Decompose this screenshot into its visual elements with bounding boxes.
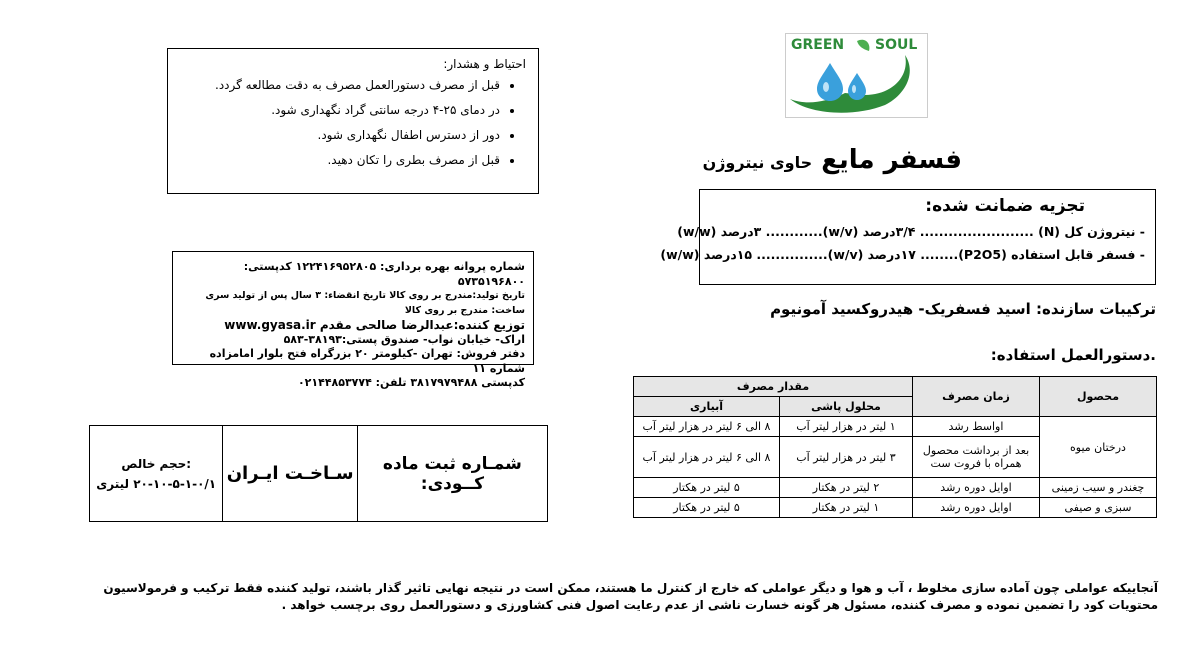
header-time: زمان مصرف (913, 377, 1040, 417)
green-soul-logo (785, 33, 928, 118)
cell-time: بعد از برداشت محصول همراه با فروت ست (913, 437, 1040, 478)
cell-time: اوایل دوره رشد (913, 498, 1040, 518)
made-in-iran-cell: سـاخـت ایـران (223, 426, 357, 521)
water-drops-leaf-logo-icon (785, 33, 928, 118)
cell-product: سبزی و صیفی (1040, 498, 1157, 518)
warning-item: • قبل از مصرف بطری را تکان دهید. (180, 152, 500, 168)
warning-title: احتیاط و هشدار: (443, 57, 526, 71)
license-line: شماره پروانه بهره برداری: ۱۲۲۴۱۶۹۵۲۸۰۵ کدپستی: ۵۷۳۵۱۹۶۸۰۰ (243, 260, 525, 288)
cell-time: اوایل دوره رشد (913, 478, 1040, 498)
product-title (700, 145, 962, 175)
header-spray: محلول پاشی (780, 397, 913, 417)
cell-irrigation: ۵ لیتر در هکتار (634, 498, 780, 518)
warning-item: • دور از دسترس اطفال نگهداری شود. (180, 127, 500, 143)
registration-number-cell: شمـاره ثبت ماده کــودی: (382, 453, 522, 494)
guaranteed-analysis-box (660, 189, 1156, 285)
cell-irrigation: ۸ الی ۶ لیتر در هزار لیتر آب (634, 417, 780, 437)
cell-spray: ۲ لیتر در هکتار (780, 478, 913, 498)
sales-office-line: دفتر فروش: تهران -کیلومتر ۲۰ بزرگراه فتح بلوار امامزاده شماره ۱۱ (209, 347, 525, 375)
analysis-nitrogen-line: - نیتروژن کل (N) ........................ ۳/۴درصد (w/v)............ ۳درصد (w/w) (677, 224, 1145, 239)
cell-product: درختان میوه (1040, 417, 1157, 478)
disclaimer-text: آنجاییکه عواملی چون آماده سازی مخلوط ، آب و هوا و دیگر عواملی که خارج از کنترل ما هستند، ممکن است در نتیجه نهایی تاثیر گذار باشند، تولید کننده فقط ترکیب و فرمولاسیون محتویات کود را تضمین نموده و مصرف کننده، مسئول هر گونه خسارت ناشی از عدم رعایت اصول فنی کشاورزی و دستورالعمل روی برچسب خواهد . (103, 581, 1158, 612)
distributor-line: توزیع کننده:عبدالرضا صالحی مقدم www.gyasa.ir (224, 318, 525, 332)
analysis-phosphorus-line: - فسفر قابل استفاده (P2O5)........ ۱۷درصد (w/v)............... ۱۵درصد (w/w) (660, 247, 1145, 262)
product-subtitle: حاوی نیتروژن (702, 153, 813, 172)
postal-phone-line: کدپستی ۳۸۱۷۹۷۹۴۸۸ تلفن: ۰۲۱۴۴۸۵۳۷۷۴ (297, 376, 525, 389)
warning-box (167, 48, 539, 194)
header-amount: مقدار مصرف (634, 377, 913, 397)
usage-table (633, 376, 1157, 518)
table-row (634, 478, 1157, 498)
address-line: اراک- خیابان نواب- صندوق پستی:۳۸۱۹۳-۵۸۳ (283, 332, 525, 346)
registration-box (89, 425, 548, 522)
production-date-line: تاریخ تولید:مندرج بر روی کالا تاریخ انقضاء: ۳ سال پس از تولید سری ساخت: مندرج بر روی کالا (205, 290, 525, 316)
producer-info-box (172, 251, 534, 389)
net-volume-label: حجم خالص: (121, 456, 192, 471)
net-volume-cell (90, 426, 223, 521)
cell-irrigation: ۵ لیتر در هکتار (634, 478, 780, 498)
warning-list (180, 77, 526, 168)
warning-item: • در دمای ۲۵-۴ درجه سانتی گراد نگهداری شود. (180, 102, 500, 118)
cell-time: اواسط رشد (913, 417, 1040, 437)
header-irrigation: آبیاری (634, 397, 780, 417)
analysis-heading: تجزیه ضمانت شده: (925, 196, 1085, 216)
header-product: محصول (1040, 377, 1157, 417)
table-row (634, 498, 1157, 518)
usage-instructions-title: .دستورالعمل استفاده: (990, 346, 1156, 364)
warning-item: • قبل از مصرف دستورالعمل مصرف به دقت مطالعه گردد. (180, 77, 500, 93)
table-row (634, 417, 1157, 437)
logo-text-right: SOUL (875, 37, 918, 53)
product-name: فسفر مایع (821, 145, 962, 175)
cell-spray: ۱ لیتر در هکتار (780, 498, 913, 518)
logo-text-left: GREEN (791, 37, 845, 53)
net-volume-value: ۲۰-۱۰-۵-۱-۰/۱ لیتری (96, 476, 217, 491)
cell-spray: ۳ لیتر در هزار لیتر آب (780, 437, 913, 478)
ingredients-text: ترکیبات سازنده: اسید فسفریک- هیدروکسید آمونیوم (770, 300, 1156, 318)
cell-spray: ۱ لیتر در هزار لیتر آب (780, 417, 913, 437)
cell-irrigation: ۸ الی ۶ لیتر در هزار لیتر آب (634, 437, 780, 478)
cell-product: چغندر و سیب زمینی (1040, 478, 1157, 498)
